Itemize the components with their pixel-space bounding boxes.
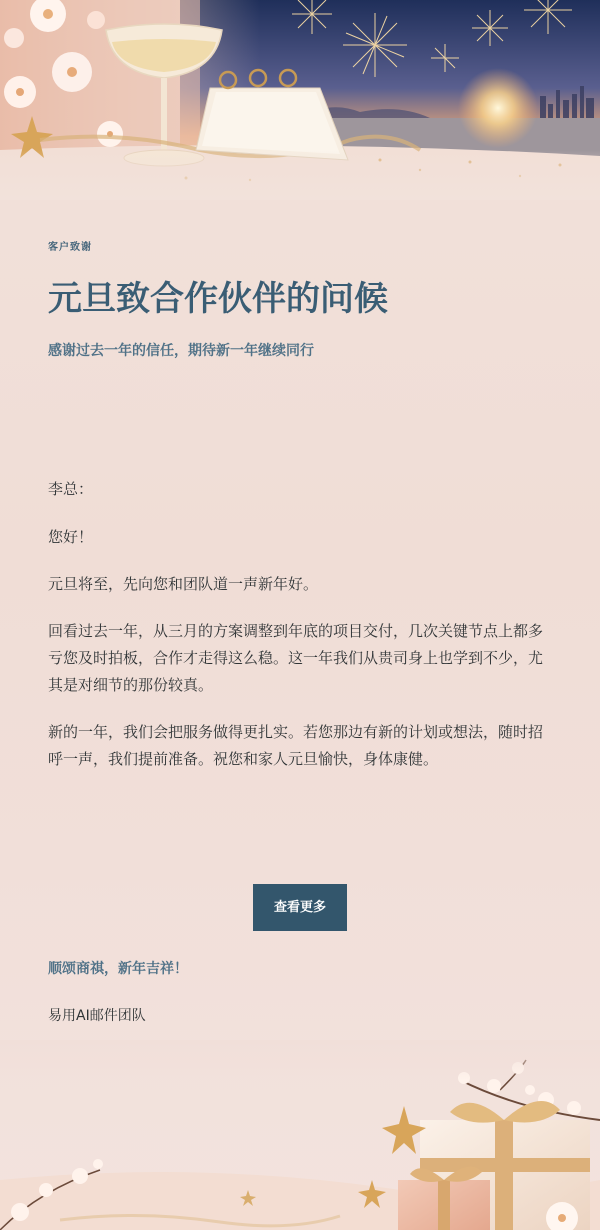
hero-illustration	[0, 0, 600, 200]
page-subtitle: 感谢过去一年的信任，期待新一年继续同行	[48, 343, 314, 359]
letter-paragraph: 新的一年，我们会把服务做得更扎实。若您那边有新的计划或想法，随时招呼一声，我们提前准备。祝您和家人元旦愉快，身体康健。	[48, 723, 544, 768]
sender-signature: 易用AI邮件团队	[48, 1008, 146, 1024]
cta-container	[253, 884, 347, 931]
view-more-button[interactable]: 查看更多	[253, 884, 347, 931]
closing-blessing: 顺颂商祺，新年吉祥！	[48, 961, 188, 977]
eyebrow-label: 客户致谢	[48, 242, 92, 253]
page-title: 元旦致合作伙伴的问候	[48, 279, 388, 319]
letter-body	[48, 476, 548, 793]
letter-greeting: 您好！	[48, 528, 94, 546]
letter-paragraph: 元旦将至，先向您和团队道一声新年好。	[48, 575, 319, 593]
footer-illustration	[0, 1040, 600, 1230]
letter-paragraph: 回看过去一年，从三月的方案调整到年底的项目交付，几次关键节点上都多亏您及时拍板，合作才走得这么稳。这一年我们从贵司身上也学到不少，尤其是对细节的那份较真。	[48, 622, 544, 694]
letter-salutation: 李总：	[48, 480, 94, 498]
